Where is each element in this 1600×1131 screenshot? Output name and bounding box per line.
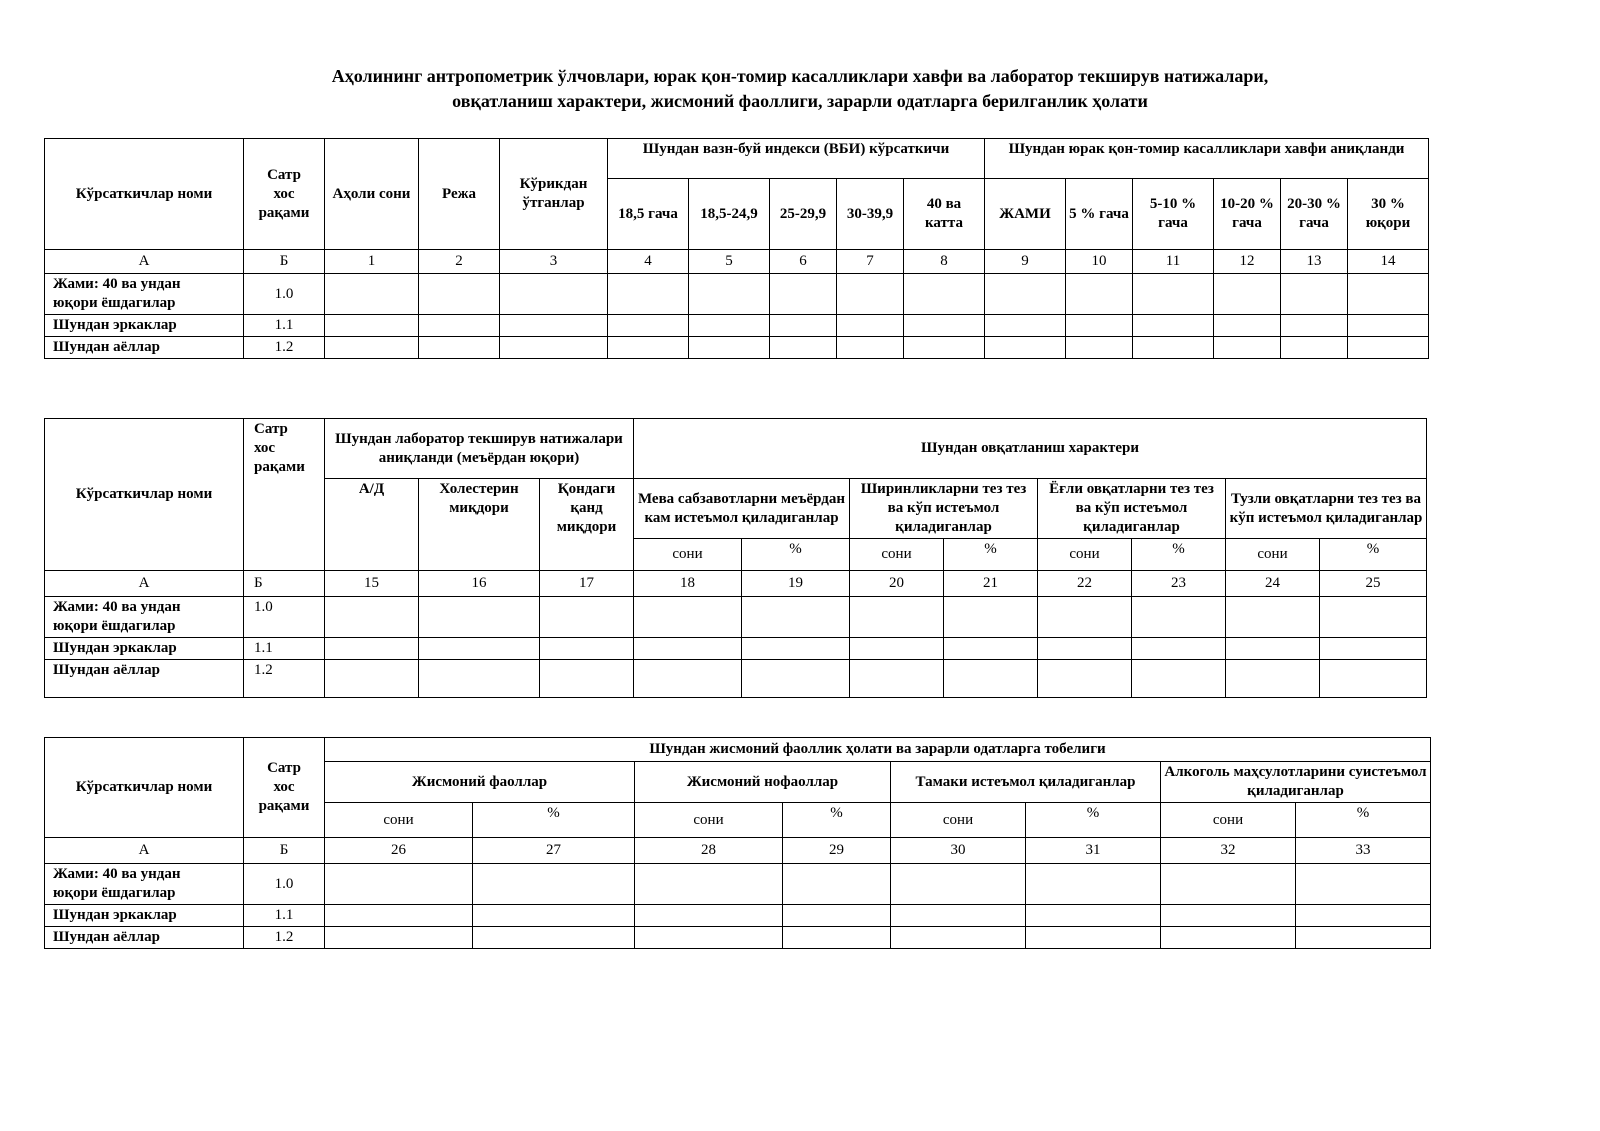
- data-cell[interactable]: [1161, 927, 1296, 949]
- header-activity-col: Алкоголь маҳсулотларини суистеъмол қиладиганлар: [1161, 762, 1431, 803]
- header-nutrition-col: Мева сабзавотларни меъёрдан кам истеъмол қиладиганлар: [634, 479, 850, 539]
- data-cell[interactable]: [635, 864, 783, 905]
- row-code-line-1: Сатр: [267, 760, 301, 776]
- header-bmi-col: 40 ва катта: [904, 179, 985, 250]
- column-number: 28: [635, 838, 783, 864]
- header-cvd-col: 30 % юқори: [1348, 179, 1429, 250]
- column-number: 18: [634, 571, 742, 597]
- header-cvd-group: Шундан юрак қон-томир касалликлари хавфи аниқланди: [985, 139, 1429, 179]
- row-code-line-2: хос: [254, 440, 276, 456]
- header-percent: %: [1132, 539, 1226, 571]
- data-cell[interactable]: [1320, 660, 1427, 698]
- header-percent: %: [473, 803, 635, 838]
- data-cell[interactable]: [1348, 337, 1429, 359]
- header-percent: %: [1320, 539, 1427, 571]
- data-cell[interactable]: [1348, 315, 1429, 337]
- column-number: 17: [540, 571, 634, 597]
- column-number: 8: [904, 250, 985, 274]
- data-cell[interactable]: [419, 274, 500, 315]
- header-count: сони: [1226, 539, 1320, 571]
- column-number: 16: [419, 571, 540, 597]
- header-percent: %: [944, 539, 1038, 571]
- data-cell[interactable]: [689, 337, 770, 359]
- column-number: 21: [944, 571, 1038, 597]
- header-activity-col: Тамаки истеъмол қиладиганлар: [891, 762, 1161, 803]
- data-cell[interactable]: [1038, 597, 1132, 638]
- row-code: 1.2: [244, 337, 325, 359]
- column-number: 26: [325, 838, 473, 864]
- data-cell[interactable]: [419, 315, 500, 337]
- header-bmi-col: 25-29,9: [770, 179, 837, 250]
- header-lab-col: Холестерин миқдори: [419, 479, 540, 571]
- data-cell[interactable]: [770, 337, 837, 359]
- column-number: 2: [419, 250, 500, 274]
- data-cell[interactable]: [325, 638, 419, 660]
- row-code-line-1: Сатр: [267, 166, 301, 183]
- header-cvd-col: 5 % гача: [1066, 179, 1133, 250]
- header-count: сони: [891, 803, 1026, 838]
- row-code: 1.1: [244, 638, 325, 660]
- row-label: Шундан эркаклар: [45, 905, 244, 927]
- column-number: Б: [244, 250, 325, 274]
- column-number: 14: [1348, 250, 1429, 274]
- header-nutrition-col: Тузли овқатларни тез тез ва кўп истеъмол қиладиганлар: [1226, 479, 1427, 539]
- header-activity-group: Шундан жисмоний фаоллик ҳолати ва зарарли одатларга тобелиги: [325, 738, 1431, 762]
- column-number: 1: [325, 250, 419, 274]
- data-cell[interactable]: [1161, 864, 1296, 905]
- data-cell[interactable]: [783, 905, 891, 927]
- column-number: А: [45, 838, 244, 864]
- header-bmi-col: 18,5 гача: [608, 179, 689, 250]
- header-population: Аҳоли сони: [325, 139, 419, 250]
- row-code-line-3: рақами: [258, 204, 310, 221]
- data-cell[interactable]: [608, 337, 689, 359]
- header-nutrition-col: Ёғли овқатларни тез тез ва кўп истеъмол қиладиганлар: [1038, 479, 1226, 539]
- data-cell[interactable]: [850, 660, 944, 698]
- row-label: Шундан аёллар: [45, 660, 244, 698]
- data-cell[interactable]: [1226, 660, 1320, 698]
- data-cell[interactable]: [944, 597, 1038, 638]
- row-code-line-1: Сатр: [254, 421, 288, 437]
- header-cvd-col: ЖАМИ: [985, 179, 1066, 250]
- data-cell[interactable]: [325, 597, 419, 638]
- data-cell[interactable]: [770, 315, 837, 337]
- data-cell[interactable]: [850, 638, 944, 660]
- header-bmi-col: 18,5-24,9: [689, 179, 770, 250]
- data-cell[interactable]: [608, 274, 689, 315]
- header-indicator-name: Кўрсаткичлар номи: [45, 738, 244, 838]
- data-cell[interactable]: [1132, 638, 1226, 660]
- column-number: 5: [689, 250, 770, 274]
- column-number: 19: [742, 571, 850, 597]
- column-number: 10: [1066, 250, 1133, 274]
- data-cell[interactable]: [985, 315, 1066, 337]
- column-number: 33: [1296, 838, 1431, 864]
- data-cell[interactable]: [1133, 337, 1214, 359]
- header-activity-col: Жисмоний фаоллар: [325, 762, 635, 803]
- data-cell[interactable]: [1296, 864, 1431, 905]
- row-label: Шундан эркаклар: [45, 638, 244, 660]
- data-cell[interactable]: [419, 337, 500, 359]
- header-nutrition-group: Шундан овқатланиш характери: [634, 419, 1427, 479]
- row-label: Жами: 40 ва ундан юқори ёшдагилар: [45, 864, 244, 905]
- column-number: 7: [837, 250, 904, 274]
- data-cell[interactable]: [891, 864, 1026, 905]
- data-cell[interactable]: [1038, 638, 1132, 660]
- header-cvd-col: 20-30 % гача: [1281, 179, 1348, 250]
- table-row: [45, 337, 1429, 359]
- header-cvd-col: 10-20 % гача: [1214, 179, 1281, 250]
- data-cell[interactable]: [1132, 597, 1226, 638]
- data-cell[interactable]: [1214, 337, 1281, 359]
- column-number: 24: [1226, 571, 1320, 597]
- title-line-2: овқатланиш характери, жисмоний фаоллиги, зарарли одатларга берилганлик ҳолати: [452, 91, 1148, 111]
- document-title: [0, 64, 1600, 114]
- data-cell[interactable]: [473, 927, 635, 949]
- data-cell[interactable]: [850, 597, 944, 638]
- data-cell[interactable]: [608, 315, 689, 337]
- physical-activity-table: [44, 737, 1431, 949]
- data-cell[interactable]: [985, 337, 1066, 359]
- data-cell[interactable]: [1296, 927, 1431, 949]
- data-cell[interactable]: [1214, 274, 1281, 315]
- table-row: [45, 927, 1431, 949]
- table-row: [45, 274, 1429, 315]
- column-number: А: [45, 250, 244, 274]
- column-number: 29: [783, 838, 891, 864]
- header-percent: %: [1026, 803, 1161, 838]
- header-bmi-col: 30-39,9: [837, 179, 904, 250]
- row-code: 1.1: [244, 905, 325, 927]
- column-number: 4: [608, 250, 689, 274]
- row-label: Шундан эркаклар: [45, 315, 244, 337]
- table-row: [45, 597, 1427, 638]
- header-lab-col: Қондаги қанд миқдори: [540, 479, 634, 571]
- header-count: сони: [325, 803, 473, 838]
- header-row-code: [244, 419, 325, 571]
- row-label: Жами: 40 ва ундан юқори ёшдагилар: [45, 597, 244, 638]
- header-count: сони: [1161, 803, 1296, 838]
- data-cell[interactable]: [1161, 905, 1296, 927]
- header-activity-col: Жисмоний нофаоллар: [635, 762, 891, 803]
- data-cell[interactable]: [904, 337, 985, 359]
- column-number: 32: [1161, 838, 1296, 864]
- title-line-1: Аҳолининг антропометрик ўлчовлари, юрак қон-томир касалликлари хавфи ва лаборатор текширув натижалари,: [331, 66, 1269, 86]
- data-cell[interactable]: [1281, 337, 1348, 359]
- data-cell[interactable]: [325, 337, 419, 359]
- table-row: [45, 864, 1431, 905]
- data-cell[interactable]: [634, 597, 742, 638]
- column-number: 31: [1026, 838, 1161, 864]
- column-number: 13: [1281, 250, 1348, 274]
- data-cell[interactable]: [837, 274, 904, 315]
- data-cell[interactable]: [1214, 315, 1281, 337]
- data-cell[interactable]: [1133, 274, 1214, 315]
- header-examined: Кўрикдан ўтганлар: [500, 139, 608, 250]
- row-code: 1.0: [244, 274, 325, 315]
- header-count: сони: [850, 539, 944, 571]
- column-number: 3: [500, 250, 608, 274]
- data-cell[interactable]: [904, 274, 985, 315]
- column-number: 6: [770, 250, 837, 274]
- table-row: [45, 638, 1427, 660]
- data-cell[interactable]: [325, 274, 419, 315]
- data-cell[interactable]: [500, 315, 608, 337]
- data-cell[interactable]: [325, 660, 419, 698]
- data-cell[interactable]: [944, 638, 1038, 660]
- data-cell[interactable]: [540, 638, 634, 660]
- data-cell[interactable]: [635, 927, 783, 949]
- data-cell[interactable]: [1132, 660, 1226, 698]
- header-indicator-name: Кўрсаткичлар номи: [45, 139, 244, 250]
- data-cell[interactable]: [1348, 274, 1429, 315]
- data-cell[interactable]: [325, 864, 473, 905]
- row-code: 1.2: [244, 660, 325, 698]
- data-cell[interactable]: [742, 638, 850, 660]
- data-cell[interactable]: [944, 660, 1038, 698]
- data-cell[interactable]: [783, 927, 891, 949]
- data-cell[interactable]: [742, 660, 850, 698]
- table-row: [45, 660, 1427, 698]
- data-cell[interactable]: [904, 315, 985, 337]
- table-row: [45, 315, 1429, 337]
- data-cell[interactable]: [1296, 905, 1431, 927]
- data-cell[interactable]: [325, 905, 473, 927]
- data-cell[interactable]: [1281, 274, 1348, 315]
- data-cell[interactable]: [473, 905, 635, 927]
- column-number: 27: [473, 838, 635, 864]
- row-code-line-3: рақами: [254, 459, 305, 475]
- data-cell[interactable]: [1038, 660, 1132, 698]
- data-cell[interactable]: [325, 927, 473, 949]
- data-cell[interactable]: [1320, 597, 1427, 638]
- header-count: сони: [635, 803, 783, 838]
- column-number: 15: [325, 571, 419, 597]
- data-cell[interactable]: [689, 315, 770, 337]
- row-label: Шундан аёллар: [45, 927, 244, 949]
- data-cell[interactable]: [500, 337, 608, 359]
- row-label: Шундан аёллар: [45, 337, 244, 359]
- column-number: Б: [244, 571, 325, 597]
- data-cell[interactable]: [891, 905, 1026, 927]
- header-lab-col: А/Д: [325, 479, 419, 571]
- header-count: сони: [1038, 539, 1132, 571]
- row-code-line-2: хос: [273, 779, 295, 795]
- data-cell[interactable]: [325, 315, 419, 337]
- row-label: Жами: 40 ва ундан юқори ёшдагилар: [45, 274, 244, 315]
- header-cvd-col: 5-10 % гача: [1133, 179, 1214, 250]
- column-number: 12: [1214, 250, 1281, 274]
- row-code: 1.0: [244, 597, 325, 638]
- column-number: 23: [1132, 571, 1226, 597]
- data-cell[interactable]: [540, 597, 634, 638]
- column-number: 30: [891, 838, 1026, 864]
- data-cell[interactable]: [985, 274, 1066, 315]
- column-number: 20: [850, 571, 944, 597]
- data-cell[interactable]: [419, 638, 540, 660]
- data-cell[interactable]: [742, 597, 850, 638]
- data-cell[interactable]: [1281, 315, 1348, 337]
- row-code-line-2: хос: [273, 185, 295, 202]
- header-row-code: [244, 139, 325, 250]
- header-indicator-name: Кўрсаткичлар номи: [45, 419, 244, 571]
- data-cell[interactable]: [1066, 337, 1133, 359]
- header-nutrition-col: Ширинликларни тез тез ва кўп истеъмол қиладиганлар: [850, 479, 1038, 539]
- data-cell[interactable]: [540, 660, 634, 698]
- header-percent: %: [742, 539, 850, 571]
- data-cell[interactable]: [770, 274, 837, 315]
- data-cell[interactable]: [1066, 315, 1133, 337]
- column-number: 11: [1133, 250, 1214, 274]
- data-cell[interactable]: [837, 337, 904, 359]
- column-number: 9: [985, 250, 1066, 274]
- data-cell[interactable]: [837, 315, 904, 337]
- data-cell[interactable]: [1226, 638, 1320, 660]
- data-cell[interactable]: [419, 660, 540, 698]
- row-code: 1.0: [244, 864, 325, 905]
- column-number: Б: [244, 838, 325, 864]
- data-cell[interactable]: [891, 927, 1026, 949]
- header-bmi-group: Шундан вазн-буй индекси (ВБИ) кўрсаткичи: [608, 139, 985, 179]
- header-row-code: [244, 738, 325, 838]
- data-cell[interactable]: [473, 864, 635, 905]
- column-number: 22: [1038, 571, 1132, 597]
- column-number: 25: [1320, 571, 1427, 597]
- data-cell[interactable]: [1026, 905, 1161, 927]
- header-percent: %: [1296, 803, 1431, 838]
- row-code: 1.1: [244, 315, 325, 337]
- data-cell[interactable]: [419, 597, 540, 638]
- table-row: [45, 905, 1431, 927]
- data-cell[interactable]: [1026, 864, 1161, 905]
- row-code-line-3: рақами: [258, 798, 310, 814]
- data-cell[interactable]: [635, 905, 783, 927]
- data-cell[interactable]: [500, 274, 608, 315]
- data-cell[interactable]: [783, 864, 891, 905]
- data-cell[interactable]: [1226, 597, 1320, 638]
- data-cell[interactable]: [1066, 274, 1133, 315]
- header-count: сони: [634, 539, 742, 571]
- data-cell[interactable]: [689, 274, 770, 315]
- lab-nutrition-table: [44, 418, 1427, 698]
- header-lab-group: Шундан лаборатор текширув натижалари аниқланди (меъёрдан юқори): [325, 419, 634, 479]
- data-cell[interactable]: [634, 638, 742, 660]
- anthropometric-table: [44, 138, 1429, 359]
- data-cell[interactable]: [1320, 638, 1427, 660]
- data-cell[interactable]: [1026, 927, 1161, 949]
- row-code: 1.2: [244, 927, 325, 949]
- column-number: А: [45, 571, 244, 597]
- header-percent: %: [783, 803, 891, 838]
- header-plan: Режа: [419, 139, 500, 250]
- data-cell[interactable]: [634, 660, 742, 698]
- data-cell[interactable]: [1133, 315, 1214, 337]
